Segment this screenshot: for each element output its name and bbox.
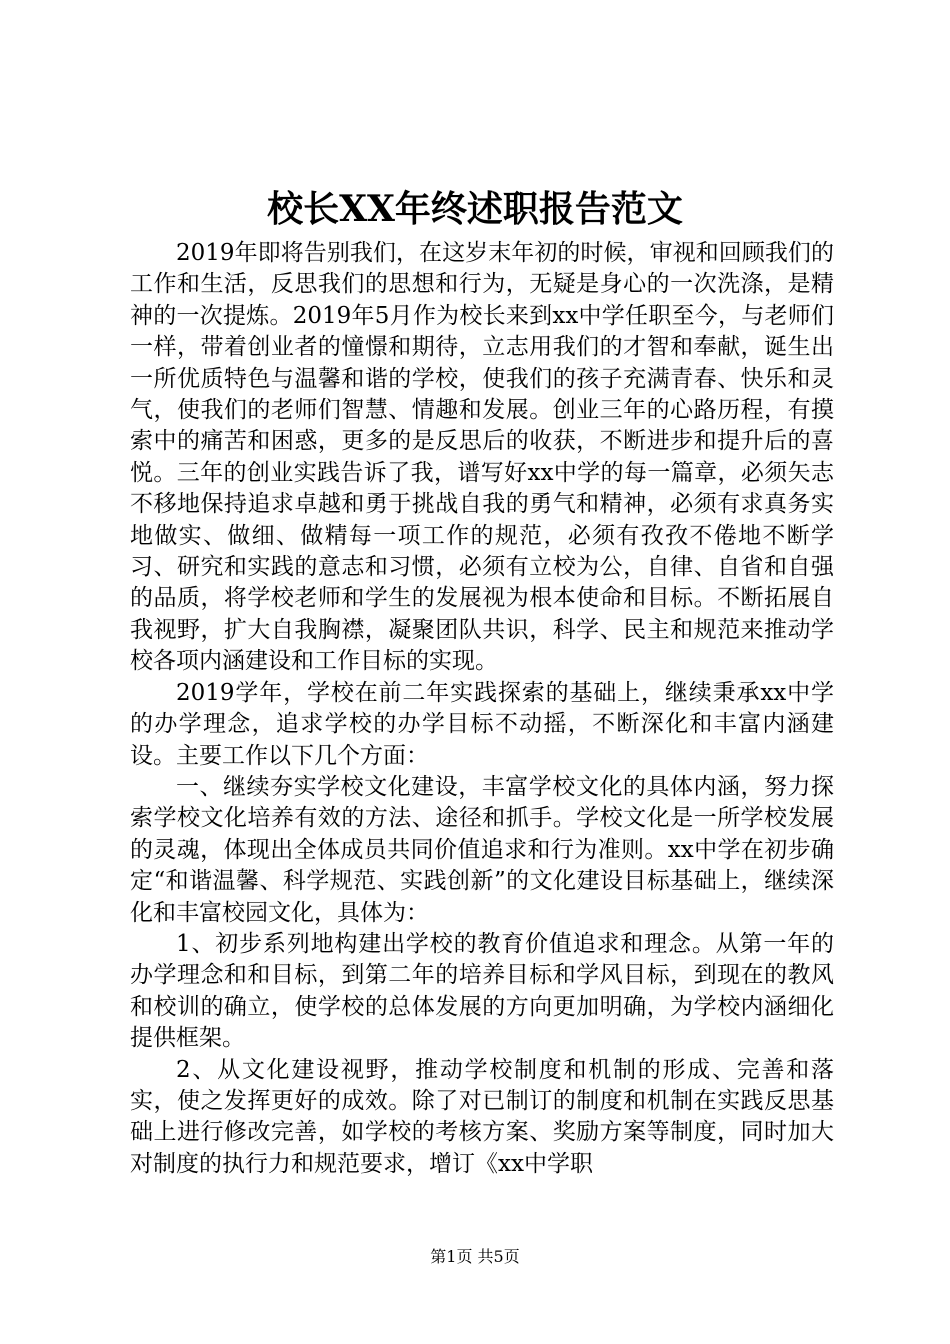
document-body [130, 238, 834, 1180]
paragraph-overview: 2019学年，学校在前二年实践探索的基础上，继续秉承xx中学的办学理念，追求学校的办学目标不动摇，不断深化和丰富内涵建设。主要工作以下几个方面： [130, 679, 834, 769]
document-title: 校长XX年终述职报告范文 [267, 188, 683, 230]
paragraph-section-one: 一、继续夯实学校文化建设，丰富学校文化的具体内涵，努力探索学校文化培养有效的方法、途径和抓手。学校文化是一所学校发展的灵魂，体现出全体成员共同价值追求和行为准则。xx中学在初步确定“和谐温馨、科学规范、实践创新”的文化建设目标基础上，继续深化和丰富校园文化，具体为： [130, 773, 834, 926]
paragraph-intro: 2019年即将告别我们，在这岁末年初的时候，审视和回顾我们的工作和生活，反思我们的思想和行为，无疑是身心的一次洗涤，是精神的一次提炼。2019年5月作为校长来到xx中学任职至今，与老师们一样，带着创业者的憧憬和期待，立志用我们的才智和奉献，诞生出一所优质特色与温馨和谐的学校，使我们的孩子充满青春、快乐和灵气，使我们的老师们智慧、情趣和发展。创业三年的心路历程，有摸索中的痛苦和困惑，更多的是反思后的收获，不断进步和提升后的喜悦。三年的创业实践告诉了我，谱写好xx中学的每一篇章，必须矢志不移地保持追求卓越和勇于挑战自我的勇气和精神，必须有求真务实地做实、做细、做精每一项工作的规范，必须有孜孜不倦地不断学习、研究和实践的意志和习惯，必须有立校为公，自律、自省和自强的品质，将学校老师和学生的发展视为根本使命和目标。不断拓展自我视野，扩大自我胸襟，凝聚团队共识，科学、民主和规范来推动学校各项内涵建设和工作目标的实现。 [130, 240, 834, 675]
paragraph-item-one: 1、初步系列地构建出学校的教育价值追求和理念。从第一年的办学理念和和目标，到第二年的培养目标和学风目标，到现在的教风和校训的确立，使学校的总体发展的方向更加明确，为学校内涵细化提供框架。 [130, 930, 834, 1052]
paragraph-item-two: 2、从文化建设视野，推动学校制度和机制的形成、完善和落实，使之发挥更好的成效。除了对已制订的制度和机制在实践反思基础上进行修改完善，如学校的考核方案、奖励方案等制度，同时加大对制度的执行力和规范要求，增订《xx中学职 [130, 1056, 834, 1177]
page-number-footer: 第1页 共5页 [430, 1247, 520, 1266]
